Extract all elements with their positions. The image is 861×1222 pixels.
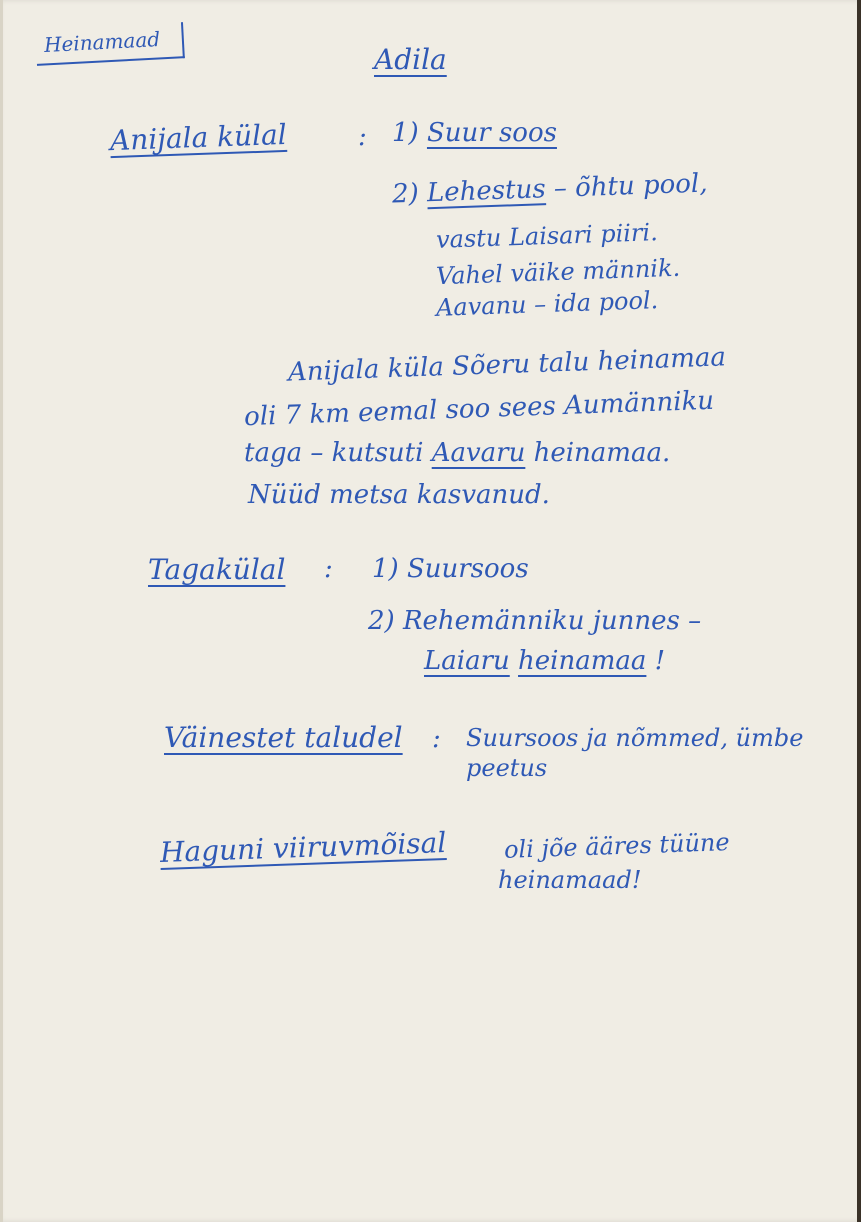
tagakula-item-2-number: 2)	[368, 606, 395, 636]
vainestet-text-line-1: Suursoos ja nõmmed, ümbe	[466, 724, 804, 752]
anijala-item-1-name: Suur soos	[426, 118, 557, 148]
tagakula-item-2-mark: !	[654, 646, 666, 676]
vainestet-text-line-2: peetus	[466, 754, 548, 782]
card-edge-left	[0, 0, 3, 1222]
section-vainestet-label: Väinestet taludel	[164, 721, 403, 754]
section-tagakula-colon: :	[324, 554, 333, 584]
category-tag: Heinamaad	[43, 26, 161, 58]
section-anijala-colon: :	[358, 122, 367, 152]
card-edge-right	[857, 0, 861, 1222]
tagakula-item-1-name: Suursoos	[406, 554, 529, 584]
anijala-item-2-number: 2)	[391, 178, 420, 210]
anijala-item-2-line-2: vastu Laisari piiri.	[435, 218, 659, 254]
section-anijala-label: Anijala külal	[109, 117, 288, 158]
anijala-item-2-line-4: Aavanu – ida pool.	[435, 286, 659, 322]
haguni-text-line-2: heinamaad!	[498, 866, 642, 894]
tagakula-item-1	[372, 556, 529, 582]
tagakula-item-2-line-2	[424, 648, 665, 674]
place-title: Adila	[374, 43, 447, 76]
note-line-3	[244, 440, 670, 466]
anijala-item-1	[392, 120, 557, 146]
section-vainestet-colon: :	[432, 724, 441, 754]
anijala-item-2	[391, 168, 708, 210]
note-line-4: Nüüd metsa kasvanud.	[248, 480, 550, 510]
anijala-item-2-name: Lehestus	[426, 174, 547, 209]
tagakula-item-2	[368, 608, 701, 634]
section-haguni-label: Haguni viiruvmõisal	[159, 826, 447, 869]
anijala-item-2-line-3: Vahel väike männik.	[435, 253, 681, 291]
haguni-text-line-1: oli jõe ääres tüüne	[503, 828, 731, 864]
tagakula-item-1-number: 1)	[372, 554, 399, 584]
note-line-3-highlight: Aavaru	[431, 438, 526, 468]
section-tagakula-label: Tagakülal	[148, 553, 286, 586]
tagakula-item-2-place: Laiaru	[424, 646, 510, 676]
anijala-item-2-rest: – õhtu pool,	[553, 168, 708, 204]
anijala-item-1-number: 1)	[392, 118, 419, 148]
note-line-3-start: taga – kutsuti	[244, 438, 424, 468]
tagakula-item-2-name: Rehemänniku junnes –	[402, 606, 702, 636]
note-line-2: oli 7 km eemal soo sees Aumänniku	[243, 385, 715, 433]
note-line-1: Anijala küla Sõeru talu heinamaa	[287, 342, 727, 388]
note-line-3-end: heinamaa.	[533, 438, 671, 468]
tagakula-item-2-word: heinamaa	[518, 646, 647, 676]
